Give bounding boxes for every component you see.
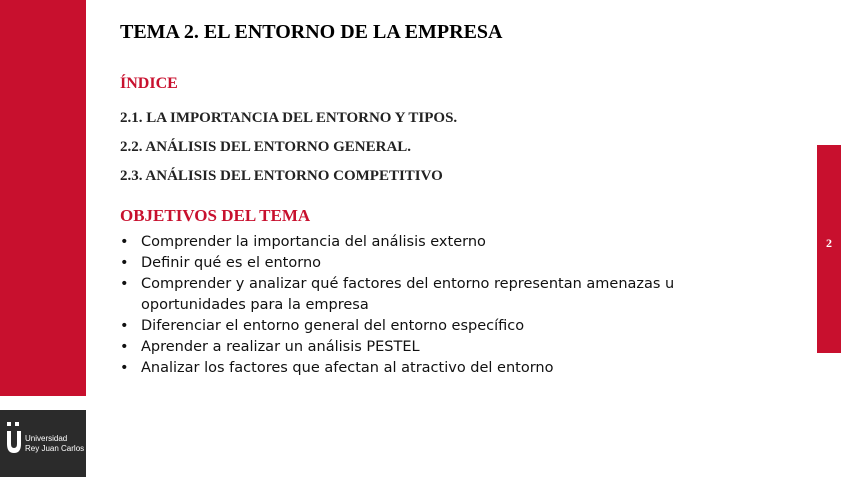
objectives-list [120, 232, 690, 379]
objective-item: • Analizar los factores que afectan al atractivo del entorno [120, 358, 690, 379]
slide-title: TEMA 2. EL ENTORNO DE LA EMPRESA [120, 21, 503, 43]
objective-item: • Definir qué es el entorno [120, 253, 690, 274]
page-number: 2 [826, 236, 832, 250]
objective-item: • Comprender la importancia del análisis externo [120, 232, 690, 253]
objective-item: • Aprender a realizar un análisis PESTEL [120, 337, 690, 358]
page-number-tab [817, 145, 841, 353]
objective-item: • Diferenciar el entorno general del entorno específico [120, 316, 690, 337]
index-item: 2.2. ANÁLISIS DEL ENTORNO GENERAL. [120, 139, 412, 155]
index-list [120, 104, 457, 191]
objectives-heading: OBJETIVOS DEL TEMA [120, 206, 311, 225]
logo-line-2: Rey Juan Carlos [25, 444, 85, 453]
logo-line-1: Universidad [25, 434, 68, 443]
urjc-logo-icon [6, 422, 22, 454]
objective-item: • Comprender y analizar qué factores del entorno representan amenazas u oportunidades para la empresa [120, 274, 690, 316]
logo-text [25, 434, 84, 454]
index-heading: ÍNDICE [120, 75, 178, 92]
index-item: 2.1. LA IMPORTANCIA DEL ENTORNO Y TIPOS. [120, 110, 458, 126]
university-logo [0, 410, 86, 477]
index-item: 2.3. ANÁLISIS DEL ENTORNO COMPETITIVO [120, 168, 443, 184]
left-accent-bar [0, 0, 86, 396]
